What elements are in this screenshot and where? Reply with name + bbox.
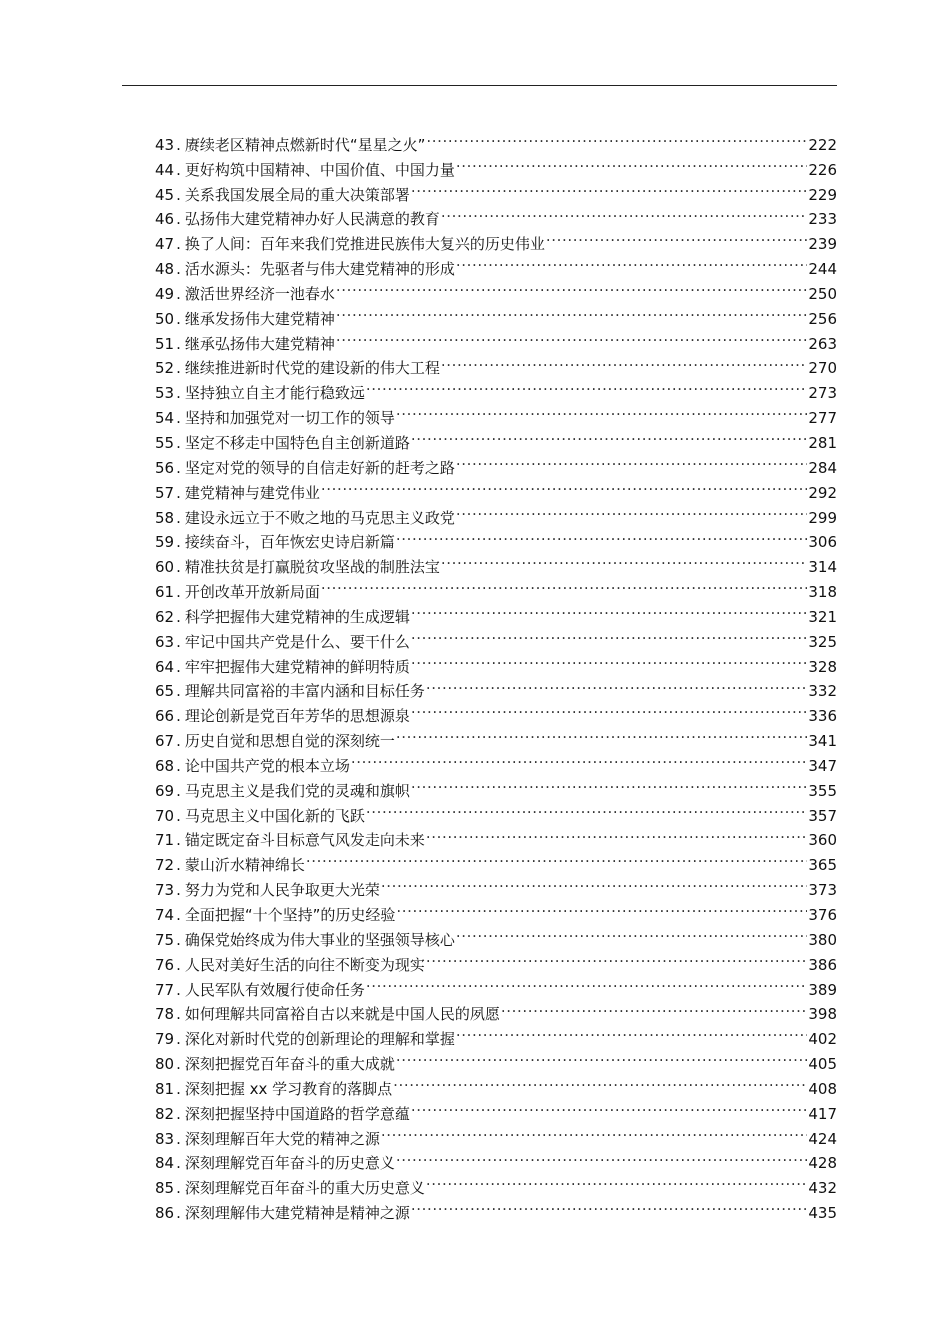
- toc-dot-leader: [441, 547, 807, 572]
- toc-dot-leader: [411, 175, 807, 200]
- toc-dot-leader: [411, 1193, 807, 1218]
- toc-entry-title: 继承发扬伟大建党精神: [184, 309, 335, 328]
- toc-entry-title: 科学把握伟大建党精神的生成逻辑: [184, 607, 410, 626]
- toc-dot-leader: [411, 696, 807, 721]
- toc-entry-page-number: 341: [808, 732, 837, 751]
- toc-entry-number: 54: [155, 409, 175, 428]
- toc-entry-page-number: 435: [808, 1204, 837, 1223]
- toc-entry-number: 45: [155, 185, 175, 204]
- toc-entry-separator: .: [176, 1154, 181, 1173]
- toc-dot-leader: [306, 845, 807, 870]
- toc-entry-separator: .: [176, 1129, 181, 1148]
- toc-entry-title: 关系我国发展全局的重大决策部署: [184, 185, 410, 204]
- toc-entry-separator: .: [176, 384, 181, 403]
- toc-dot-leader: [381, 870, 807, 895]
- toc-dot-leader: [456, 1019, 807, 1044]
- toc-entry-title: 继承弘扬伟大建党精神: [184, 334, 335, 353]
- toc-entry-number: 65: [155, 682, 175, 701]
- toc-entry-page-number: 424: [808, 1129, 837, 1148]
- toc-entry-separator: .: [176, 707, 181, 726]
- toc-entry-page-number: 355: [808, 781, 837, 800]
- toc-entry-separator: .: [176, 309, 181, 328]
- toc-entry-number: 74: [155, 906, 175, 924]
- toc-entry-title: 继续推进新时代党的建设新的伟大工程: [184, 359, 440, 378]
- toc-dot-leader: [321, 572, 807, 597]
- toc-dot-leader: [336, 299, 807, 324]
- toc-entry-page-number: 376: [808, 906, 837, 924]
- toc-dot-leader: [411, 597, 807, 622]
- toc-entry-title: 理论创新是党百年芳华的思想源泉: [184, 707, 410, 726]
- toc-entry-page-number: 347: [808, 756, 837, 775]
- toc-dot-leader: [396, 895, 807, 920]
- toc-dot-leader: [396, 1144, 807, 1169]
- toc-entry-separator: .: [176, 732, 181, 751]
- toc-entry-number: 56: [155, 458, 175, 477]
- toc-entry-separator: .: [176, 558, 181, 577]
- toc-entry-separator: .: [176, 334, 181, 353]
- toc-entry-separator: .: [176, 160, 181, 179]
- toc-entry-title: 确保党始终成为伟大事业的坚强领导核心: [184, 930, 455, 949]
- toc-dot-leader: [456, 150, 807, 175]
- toc-entry-page-number: 398: [808, 1005, 837, 1024]
- toc-dot-leader: [366, 970, 807, 995]
- toc-entry-separator: .: [176, 235, 181, 254]
- toc-dot-leader: [441, 200, 807, 225]
- toc-entry-page-number: 250: [808, 284, 837, 303]
- toc-entry-page-number: 428: [808, 1154, 837, 1173]
- toc-dot-leader: [456, 249, 807, 274]
- toc-entry-number: 81: [155, 1079, 175, 1098]
- toc-entry-number: 64: [155, 657, 175, 676]
- toc-entry-number: 46: [155, 210, 175, 229]
- toc-entry-separator: .: [176, 185, 181, 204]
- toc-entry-separator: .: [176, 831, 181, 850]
- toc-entry-page-number: 306: [808, 533, 837, 552]
- toc-entry-separator: .: [176, 806, 181, 825]
- toc-entry-separator: .: [176, 135, 181, 154]
- toc-entry-title: 更好构筑中国精神、中国价值、中国力量: [184, 160, 455, 179]
- toc-entry-page-number: 284: [808, 458, 837, 477]
- toc-entry-page-number: 325: [808, 632, 837, 651]
- toc-dot-leader: [321, 473, 807, 498]
- toc-dot-leader: [396, 523, 807, 548]
- toc-entry-title: 弘扬伟大建党精神办好人民满意的教育: [184, 210, 440, 229]
- toc-dot-leader: [426, 672, 807, 697]
- toc-entry-title: 激活世界经济一池春水: [184, 284, 335, 303]
- toc-entry-title: 论中国共产党的根本立场: [184, 756, 350, 775]
- toc-entry-page-number: 380: [808, 930, 837, 949]
- toc-entry-title: 努力为党和人民争取更大光荣: [184, 881, 380, 900]
- toc-entry-separator: .: [176, 980, 181, 999]
- toc-entry-title: 坚定对党的领导的自信走好新的赶考之路: [184, 458, 455, 477]
- toc-entry-page-number: 328: [808, 657, 837, 676]
- toc-entry-number: 86: [155, 1204, 175, 1223]
- toc-dot-leader: [411, 1094, 807, 1119]
- toc-dot-leader: [456, 920, 807, 945]
- toc-entry-number: 73: [155, 881, 175, 900]
- toc-entry-page-number: 233: [808, 210, 837, 229]
- toc-entry-separator: .: [176, 458, 181, 477]
- toc-entry-number: 62: [155, 607, 175, 626]
- toc-entry-number: 44: [155, 160, 175, 179]
- toc-entry-separator: .: [176, 756, 181, 775]
- toc-dot-leader: [501, 995, 807, 1020]
- toc-dot-leader: [441, 349, 807, 374]
- toc-entry-page-number: 336: [808, 707, 837, 726]
- toc-dot-leader: [426, 125, 807, 150]
- toc-entry-separator: .: [176, 1104, 181, 1123]
- toc-entry-page-number: 417: [808, 1104, 837, 1123]
- toc-entry-separator: .: [176, 583, 181, 602]
- toc-entry-separator: .: [176, 433, 181, 452]
- toc-entry-title: 开创改革开放新局面: [184, 583, 320, 602]
- toc-dot-leader: [366, 796, 807, 821]
- toc-entry-number: 48: [155, 260, 175, 279]
- toc-entry-page-number: 405: [808, 1055, 837, 1074]
- toc-entry-page-number: 256: [808, 309, 837, 328]
- toc-entry-page-number: 270: [808, 359, 837, 378]
- toc-entry-page-number: 244: [808, 260, 837, 279]
- toc-entry-separator: .: [176, 284, 181, 303]
- toc-dot-leader: [336, 274, 807, 299]
- toc-entry-title: 赓续老区精神点燃新时代“星星之火”: [184, 135, 426, 154]
- toc-entry-page-number: 318: [808, 583, 837, 602]
- toc-dot-leader: [336, 324, 807, 349]
- toc-entry-separator: .: [176, 632, 181, 651]
- toc-entry-separator: .: [176, 856, 181, 875]
- toc-entry-separator: .: [176, 409, 181, 428]
- toc-entry-page-number: 386: [808, 955, 837, 974]
- toc-entry-page-number: 389: [808, 980, 837, 999]
- toc-entry-page-number: 299: [808, 508, 837, 527]
- toc-entry-page-number: 281: [808, 433, 837, 452]
- table-of-contents: [155, 125, 837, 1223]
- toc-dot-leader: [381, 1119, 807, 1144]
- toc-entry-separator: .: [176, 955, 181, 974]
- toc-entry-title: 深刻理解伟大建党精神是精神之源: [184, 1204, 410, 1223]
- toc-entry-page-number: 432: [808, 1179, 837, 1198]
- toc-entry-number: 47: [155, 235, 175, 254]
- toc-entry-page-number: 321: [808, 607, 837, 626]
- toc-entry-number: 55: [155, 433, 175, 452]
- toc-entry-title: 锚定既定奋斗目标意气风发走向未来: [184, 831, 425, 850]
- toc-entry-page-number: 357: [808, 806, 837, 825]
- toc-entry-separator: .: [176, 508, 181, 527]
- toc-entry-separator: .: [176, 607, 181, 626]
- toc-entry-title: 坚持独立自主才能行稳致远: [184, 384, 365, 403]
- toc-entry-number: 75: [155, 930, 175, 949]
- toc-entry-separator: .: [176, 657, 181, 676]
- toc-dot-leader: [366, 373, 807, 398]
- header-rule: [122, 85, 837, 86]
- toc-dot-leader: [426, 945, 807, 970]
- toc-dot-leader: [393, 1069, 807, 1094]
- toc-dot-leader: [456, 448, 807, 473]
- toc-entry-number: 80: [155, 1055, 175, 1074]
- toc-dot-leader: [396, 1044, 807, 1069]
- toc-entry-title: 全面把握“十个坚持”的历史经验: [184, 906, 396, 924]
- toc-entry-separator: .: [176, 533, 181, 552]
- toc-entry-number: 78: [155, 1005, 175, 1024]
- toc-entry-number: 43: [155, 135, 175, 154]
- toc-entry-page-number: 277: [808, 409, 837, 428]
- toc-entry-number: 70: [155, 806, 175, 825]
- toc-entry-number: 59: [155, 533, 175, 552]
- toc-entry-separator: .: [176, 682, 181, 701]
- toc-entry-page-number: 314: [808, 558, 837, 577]
- toc-entry-title: 坚持和加强党对一切工作的领导: [184, 409, 395, 428]
- toc-entry-number: 82: [155, 1104, 175, 1123]
- toc-dot-leader: [411, 647, 807, 672]
- toc-entry-number: 51: [155, 334, 175, 353]
- toc-entry-title: 牢牢把握伟大建党精神的鲜明特质: [184, 657, 410, 676]
- toc-entry-separator: .: [176, 260, 181, 279]
- toc-entry-separator: .: [176, 1005, 181, 1024]
- toc-dot-leader: [411, 771, 807, 796]
- toc-dot-leader: [351, 746, 807, 771]
- toc-entry-separator: .: [176, 1179, 181, 1198]
- toc-entry-number: 76: [155, 955, 175, 974]
- toc-entry-number: 79: [155, 1030, 175, 1049]
- toc-entry-number: 67: [155, 732, 175, 751]
- toc-entry-number: 68: [155, 756, 175, 775]
- toc-entry-title: 接续奋斗，百年恢宏史诗启新篇: [184, 533, 395, 552]
- toc-dot-leader: [396, 398, 807, 423]
- toc-entry-number: 66: [155, 707, 175, 726]
- toc-entry-title: 换了人间：百年来我们党推进民族伟大复兴的历史伟业: [184, 235, 545, 254]
- toc-entry-title: 精准扶贫是打赢脱贫攻坚战的制胜法宝: [184, 558, 440, 577]
- toc-entry-title: 建党精神与建党伟业: [184, 483, 320, 502]
- toc-entry-title: 牢记中国共产党是什么、要干什么: [184, 632, 410, 651]
- toc-entry-separator: .: [176, 930, 181, 949]
- toc-entry-page-number: 360: [808, 831, 837, 850]
- toc-entry-title: 马克思主义是我们党的灵魂和旗帜: [184, 781, 410, 800]
- toc-entry-separator: .: [176, 906, 181, 924]
- toc-entry-page-number: 292: [808, 483, 837, 502]
- toc-entry-title: 深化对新时代党的创新理论的理解和掌握: [184, 1030, 455, 1049]
- toc-entry-page-number: 365: [808, 856, 837, 875]
- toc-entry-number: 69: [155, 781, 175, 800]
- toc-dot-leader: [396, 721, 807, 746]
- toc-entry-separator: .: [176, 1079, 181, 1098]
- toc-entry-separator: .: [176, 781, 181, 800]
- toc-dot-leader: [456, 498, 807, 523]
- toc-entry-title: 坚定不移走中国特色自主创新道路: [184, 433, 410, 452]
- toc-entry-page-number: 408: [808, 1079, 837, 1098]
- toc-entry-number: 63: [155, 632, 175, 651]
- toc-entry-title: 深刻理解党百年奋斗的重大历史意义: [184, 1179, 425, 1198]
- toc-entry-title: 深刻把握党百年奋斗的重大成就: [184, 1055, 395, 1074]
- toc-entry-title: 马克思主义中国化新的飞跃: [184, 806, 365, 825]
- toc-dot-leader: [411, 423, 807, 448]
- toc-entry-title: 深刻把握坚持中国道路的哲学意蕴: [184, 1104, 410, 1123]
- toc-entry-title: 人民军队有效履行使命任务: [184, 980, 365, 999]
- toc-entry-separator: .: [176, 1055, 181, 1074]
- toc-entry-title: 活水源头：先驱者与伟大建党精神的形成: [184, 260, 455, 279]
- toc-entry-page-number: 222: [808, 135, 837, 154]
- toc-entry-number: 61: [155, 583, 175, 602]
- toc-entry-number: 85: [155, 1179, 175, 1198]
- toc-dot-leader: [411, 622, 807, 647]
- toc-entry-number: 50: [155, 309, 175, 328]
- toc-entry-title: 深刻理解党百年奋斗的历史意义: [184, 1154, 395, 1173]
- toc-entry-title: 深刻理解百年大党的精神之源: [184, 1129, 380, 1148]
- toc-entry-title: 如何理解共同富裕自古以来就是中国人民的夙愿: [184, 1005, 500, 1024]
- toc-entry-number: 58: [155, 508, 175, 527]
- toc-entry-page-number: 402: [808, 1030, 837, 1049]
- toc-dot-leader: [426, 1168, 807, 1193]
- toc-entry-separator: .: [176, 210, 181, 229]
- toc-entry[interactable]: [155, 125, 837, 154]
- toc-entry-title: 蒙山沂水精神绵长: [184, 856, 305, 875]
- toc-dot-leader: [546, 224, 807, 249]
- toc-entry-separator: .: [176, 881, 181, 900]
- toc-entry-title: 人民对美好生活的向往不断变为现实: [184, 955, 425, 974]
- toc-entry-number: 52: [155, 359, 175, 378]
- toc-entry-number: 53: [155, 384, 175, 403]
- toc-entry-separator: .: [176, 1030, 181, 1049]
- toc-entry-number: 72: [155, 856, 175, 875]
- toc-entry-number: 71: [155, 831, 175, 850]
- toc-entry-title: 理解共同富裕的丰富内涵和目标任务: [184, 682, 425, 701]
- toc-dot-leader: [426, 821, 807, 846]
- toc-entry-page-number: 229: [808, 185, 837, 204]
- toc-entry-separator: .: [176, 1204, 181, 1223]
- toc-entry-page-number: 373: [808, 881, 837, 900]
- toc-entry-separator: .: [176, 483, 181, 502]
- toc-entry-title: 深刻把握 xx 学习教育的落脚点: [184, 1079, 393, 1098]
- toc-entry-page-number: 239: [808, 235, 837, 254]
- toc-entry-number: 83: [155, 1129, 175, 1148]
- toc-entry-number: 84: [155, 1154, 175, 1173]
- toc-entry-title: 建设永远立于不败之地的马克思主义政党: [184, 508, 455, 527]
- toc-entry-number: 77: [155, 980, 175, 999]
- toc-entry-number: 49: [155, 284, 175, 303]
- toc-entry-page-number: 263: [808, 334, 837, 353]
- toc-entry-title: 历史自觉和思想自觉的深刻统一: [184, 732, 395, 751]
- toc-entry-number: 57: [155, 483, 175, 502]
- toc-entry-number: 60: [155, 558, 175, 577]
- toc-entry-page-number: 332: [808, 682, 837, 701]
- toc-entry-separator: .: [176, 359, 181, 378]
- toc-entry-page-number: 226: [808, 160, 837, 179]
- toc-entry-page-number: 273: [808, 384, 837, 403]
